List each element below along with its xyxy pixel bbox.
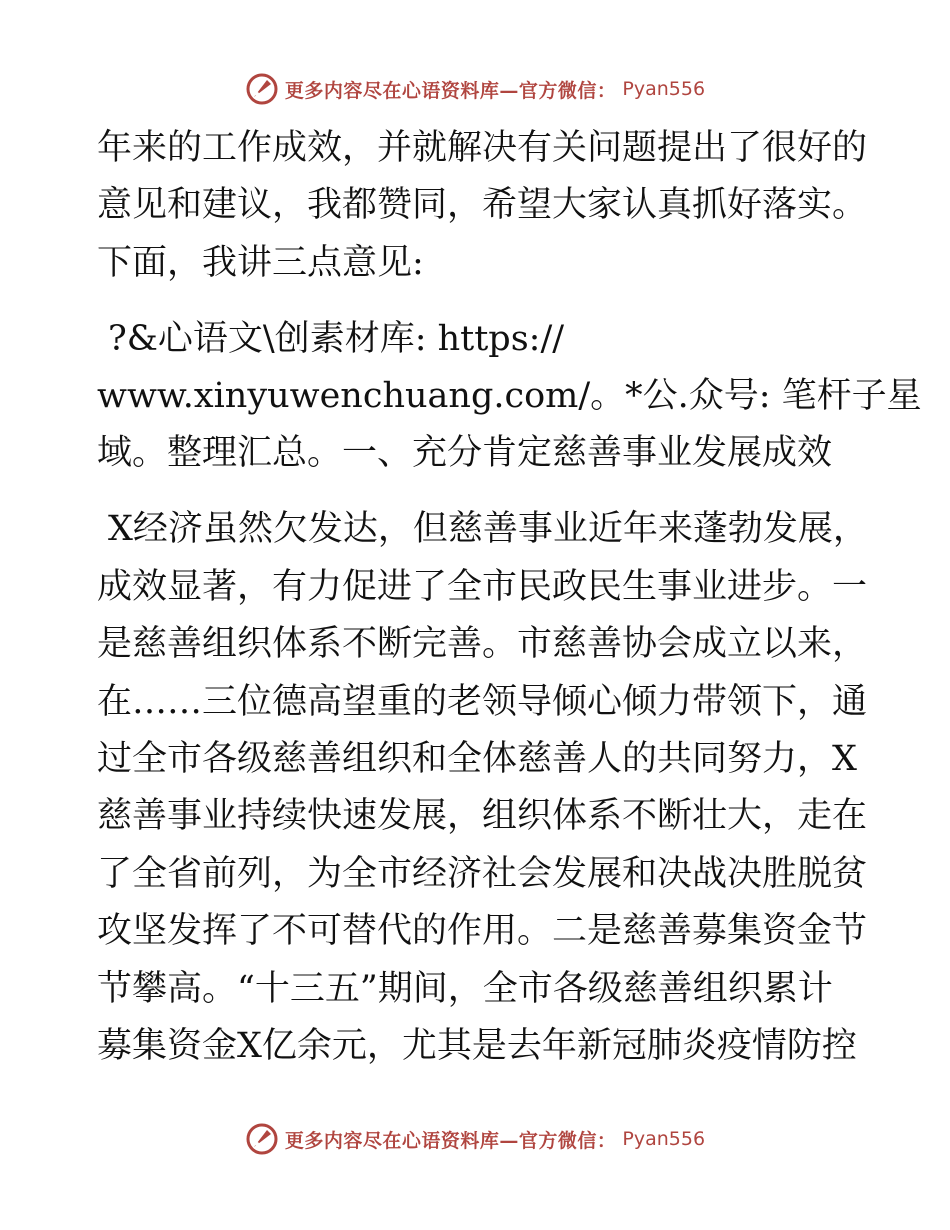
body-line: 攻坚发挥了不可替代的作用。二是慈善募集资金节 (97, 911, 868, 951)
body-line: 域。整理汇总。一、充分肯定慈善事业发展成效 (97, 433, 833, 473)
header-wechat-id: Pyan556 (622, 78, 706, 100)
body-line: 意见和建议，我都赞同，希望大家认真抓好落实。 (97, 185, 868, 225)
body-line: ?&心语文\创素材库: https:// (108, 319, 565, 359)
footer-banner (0, 1122, 950, 1156)
body-line: 是慈善组织体系不断完善。市慈善协会成立以来， (97, 624, 868, 664)
body-line: 募集资金X亿余元，尤其是去年新冠肺炎疫情防控 (97, 1026, 857, 1066)
body-line: 在……三位德高望重的老领导倾心倾力带领下，通 (97, 682, 868, 722)
body-line: 过全市各级慈善组织和全体慈善人的共同努力，X (97, 739, 857, 779)
header-brand-text: 更多内容尽在心语资料库—官方微信： (284, 79, 617, 102)
body-line: 下面，我讲三点意见: (97, 243, 424, 283)
body-line: 节攀高。“十三五”期间，全市各级慈善组织累计 (97, 969, 833, 1009)
pen-nib-logo-icon (245, 72, 279, 106)
body-line: 年来的工作成效，并就解决有关问题提出了很好的 (97, 128, 868, 168)
body-line: X经济虽然欠发达，但慈善事业近年来蓬勃发展， (108, 509, 868, 549)
header-banner (0, 72, 950, 106)
footer-wechat-id: Pyan556 (622, 1128, 706, 1150)
pen-nib-logo-icon (245, 1122, 279, 1156)
body-line: 成效显著，有力促进了全市民政民生事业进步。一 (97, 567, 868, 607)
body-line: www.xinyuwenchuang.com/。*公.众号: 笔杆子星 (97, 376, 922, 416)
footer-brand-text: 更多内容尽在心语资料库—官方微信： (284, 1129, 617, 1152)
body-line: 慈善事业持续快速发展，组织体系不断壮大，走在 (97, 796, 868, 836)
body-line: 了全省前列，为全市经济社会发展和决战决胜脱贫 (97, 854, 868, 894)
